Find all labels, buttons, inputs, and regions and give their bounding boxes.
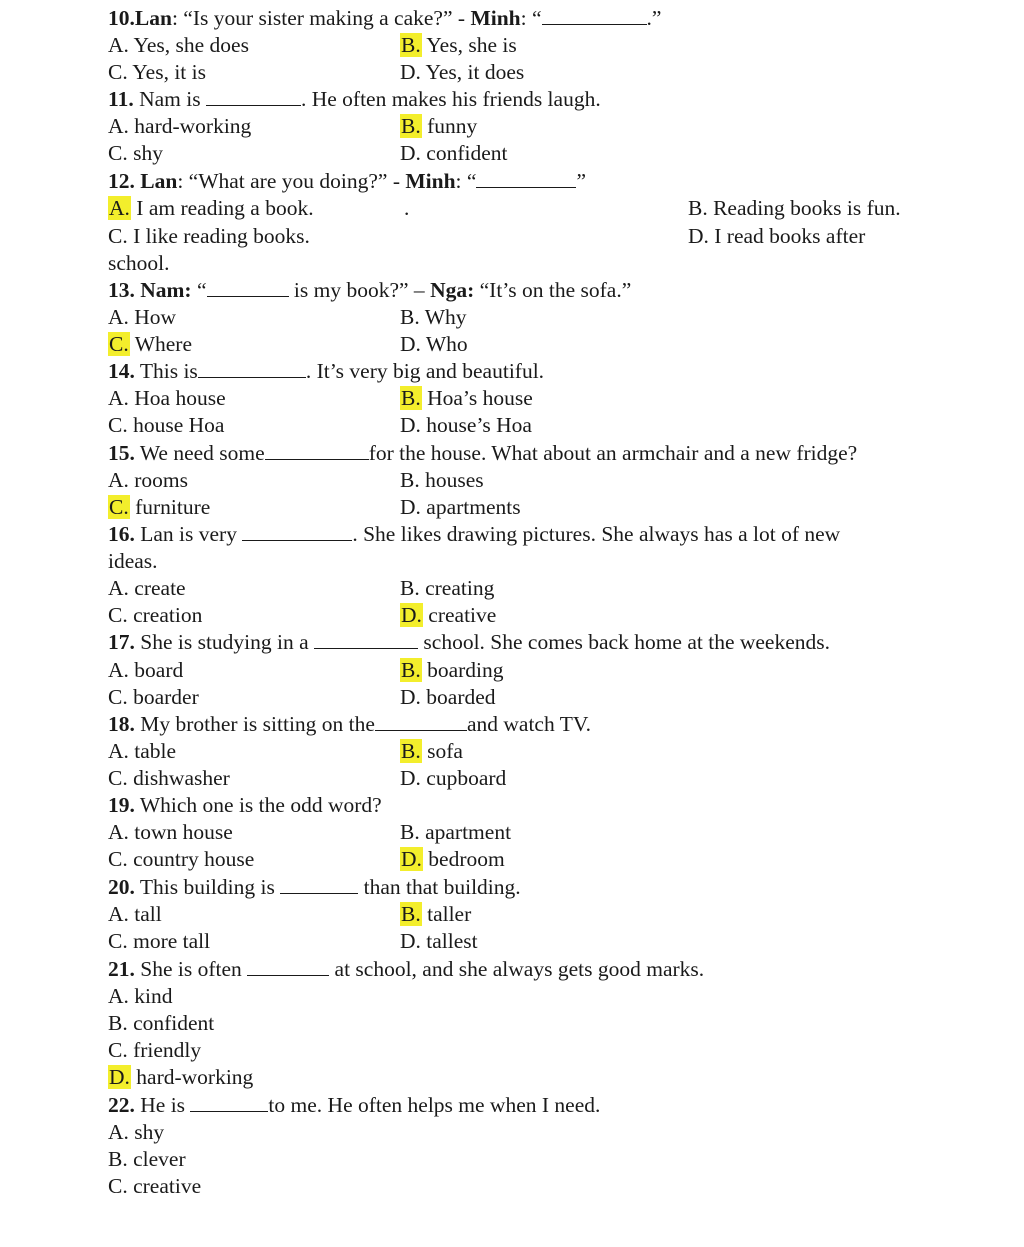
options-row [108,765,984,792]
options-row [108,494,984,521]
question-16 [108,521,984,548]
option-d: D. boarded [400,685,496,709]
question-text: : “ [455,169,477,193]
answer-highlight: B. [401,386,421,410]
option-text: confident [127,1011,215,1035]
options-row [108,738,984,765]
answer-blank [247,956,329,976]
option-c: C. Yes, it is [108,60,206,84]
answer-blank [206,86,301,106]
option-text: furniture [129,495,211,519]
question-number: 14. [108,359,135,383]
option-text: boarding [421,658,504,682]
option-a: A. Hoa house [108,386,226,410]
question-text: . He often makes his friends laugh. [300,87,601,111]
answer-blank [265,440,369,460]
option-b [400,385,533,412]
option-b: B. creating [400,576,495,600]
option-text: hard-working [130,1065,254,1089]
option-a: A. create [108,576,186,600]
options-row [108,901,984,928]
question-12 [108,168,984,195]
option-d: D. cupboard [400,766,507,790]
option-d [108,1064,984,1091]
question-number: 10. [108,6,135,30]
option-c: C. country house [108,847,255,871]
answer-blank [190,1092,268,1112]
option-text: creative [422,603,497,627]
question-text: : “ [520,6,542,30]
option-b: B. apartment [400,820,512,844]
question-text: : “Is your sister making a cake?” - [171,6,471,30]
option-c [108,494,210,521]
options-row [108,819,984,846]
question-number: 17. [108,630,135,654]
question-text: ” [576,169,586,193]
option-b [400,32,517,59]
answer-highlight: B. [401,33,421,57]
option-b: B. Why [400,305,467,329]
answer-blank [207,277,289,297]
options-row [108,575,984,602]
question-text: This building is [134,875,281,899]
option-a: A. hard-working [108,114,252,138]
options-row [108,684,984,711]
question-text: Nam is [133,87,206,111]
option-c [108,1037,984,1064]
option-text: school. [108,251,170,275]
question-text: Lan is very [134,522,243,546]
question-number: 19. [108,793,135,817]
question-number: 18. [108,712,135,736]
question-21 [108,956,984,983]
options-row [108,928,984,955]
option-c: C. boarder [108,685,199,709]
option-b [108,1146,984,1173]
answer-highlight: B. [401,739,421,763]
option-a: A. Yes, she does [108,33,249,57]
option-text: Hoa’s house [421,386,533,410]
question-text: : “What are you doing?” - [177,169,406,193]
option-d: D. confident [400,141,508,165]
question-text: She is often [134,957,248,981]
option-d [400,602,496,629]
option-text: kind [128,984,173,1008]
option-text: shy [128,1120,165,1144]
option-a [108,983,984,1010]
answer-blank [542,5,647,25]
option-c: C. dishwasher [108,766,230,790]
option-c [108,1173,984,1200]
option-b [400,657,504,684]
question-11 [108,86,984,113]
option-text: taller [421,902,472,926]
option-text: Where [129,332,192,356]
option-label: A. [108,984,129,1008]
option-label: A. [108,1120,129,1144]
option-b: B. Reading books is fun. [688,196,901,220]
options-row [108,32,984,59]
options-row [108,602,984,629]
question-text: .” [646,6,662,30]
question-number: 11. [108,87,134,111]
option-text: clever [127,1147,186,1171]
option-d: D. I read books after [688,224,866,248]
question-text: school. She comes back home at the weekends. [418,630,831,654]
answer-blank [198,358,306,378]
options-row [108,223,984,250]
question-22 [108,1092,984,1119]
question-number: 12. [108,169,135,193]
answer-highlight: A. [109,196,130,220]
option-d-continued [108,250,984,277]
question-text: ideas. [108,549,158,573]
question-text: Which one is the odd word? [134,793,382,817]
option-text: bedroom [422,847,505,871]
answer-blank [280,874,358,894]
question-number: 22. [108,1093,135,1117]
options-row [108,846,984,873]
speaker-lan: Lan [140,169,178,193]
question-number: 15. [108,441,135,465]
answer-highlight: B. [401,114,421,138]
option-a [108,195,314,222]
option-c: C. house Hoa [108,413,225,437]
answer-highlight: C. [109,495,129,519]
option-c: C. I like reading books. [108,224,310,248]
options-row [108,140,984,167]
options-row [108,412,984,439]
question-number: 16. [108,522,135,546]
option-label: B. [108,1147,128,1171]
question-text: is my book?” – [288,278,431,302]
option-c: C. creation [108,603,203,627]
speaker-nga: Nga: [430,278,475,302]
stray-dot: . [404,196,410,220]
answer-blank [476,168,576,188]
question-number: 13. [108,278,135,302]
option-a: A. rooms [108,468,189,492]
answer-highlight: B. [401,658,421,682]
answer-highlight: C. [109,332,129,356]
speaker-minh: Minh [470,6,521,30]
option-a: A. board [108,658,184,682]
option-a: A. town house [108,820,233,844]
question-number: 21. [108,957,135,981]
question-text: She is studying in a [134,630,315,654]
option-a: A. table [108,739,177,763]
option-text: funny [421,114,478,138]
question-text: “ [191,278,207,302]
question-13 [108,277,984,304]
option-d [400,846,505,873]
answer-blank [375,711,467,731]
speaker-nam: Nam: [140,278,192,302]
options-row [108,59,984,86]
question-text: . It’s very big and beautiful. [305,359,545,383]
answer-highlight: B. [401,902,421,926]
question-number: 20. [108,875,135,899]
option-text: Yes, she is [421,33,517,57]
options-row [108,385,984,412]
option-c: C. shy [108,141,163,165]
option-d: D. house’s Hoa [400,413,532,437]
option-d: D. apartments [400,495,521,519]
question-15 [108,440,984,467]
speaker-minh: Minh [405,169,456,193]
option-a: A. How [108,305,177,329]
question-text: at school, and she always gets good marks. [329,957,705,981]
option-text: creative [127,1174,202,1198]
option-text: sofa [421,739,463,763]
question-20 [108,874,984,901]
question-10 [108,5,984,32]
option-text: I am reading a book. [130,196,314,220]
question-text: to me. He often helps me when I need. [268,1093,601,1117]
answer-highlight: D. [401,847,422,871]
option-c: C. more tall [108,929,211,953]
options-row [108,113,984,140]
question-17 [108,629,984,656]
option-d: D. tallest [400,929,478,953]
option-c [108,331,192,358]
option-label: B. [108,1011,128,1035]
question-text: than that building. [358,875,521,899]
question-text: . She likes drawing pictures. She always has a lot of new [352,522,841,546]
question-text: This is [134,359,198,383]
question-text: He is [134,1093,191,1117]
answer-blank [242,521,352,541]
option-b: B. houses [400,468,484,492]
option-d: D. Who [400,332,468,356]
question-text: for the house. What about an armchair and a new fridge? [368,441,858,465]
option-a [108,1119,984,1146]
option-text: friendly [127,1038,202,1062]
answer-blank [314,629,418,649]
answer-highlight: D. [401,603,422,627]
option-b [400,901,471,928]
question-16-continued [108,548,984,575]
question-text: We need some [134,441,265,465]
question-19 [108,792,984,819]
answer-highlight: D. [109,1065,130,1089]
option-label: C. [108,1174,128,1198]
question-18 [108,711,984,738]
option-a: A. tall [108,902,162,926]
question-14 [108,358,984,385]
option-b [400,113,477,140]
options-row [108,331,984,358]
option-b [108,1010,984,1037]
question-text: “It’s on the sofa.” [474,278,632,302]
options-row [108,304,984,331]
options-row [108,467,984,494]
options-row [108,657,984,684]
option-b [400,738,463,765]
option-label: C. [108,1038,128,1062]
option-d: D. Yes, it does [400,60,525,84]
options-row [108,195,984,222]
question-text: My brother is sitting on the [134,712,375,736]
question-text: and watch TV. [466,712,591,736]
speaker-lan: Lan [134,6,172,30]
